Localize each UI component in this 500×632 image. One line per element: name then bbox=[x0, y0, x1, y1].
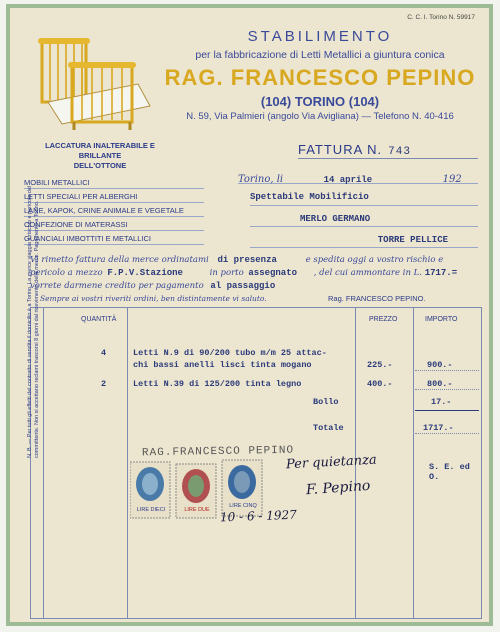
slogan: LACCATURA INALTERABILE E BRILLANTE DELL'OTTONE bbox=[45, 141, 155, 170]
bollo-label: Bollo bbox=[313, 397, 339, 407]
product-item: CONFEZIONE DI MATERASSI bbox=[24, 220, 204, 231]
total-label: Totale bbox=[313, 423, 344, 433]
body-line-3: vorrete darmene credito per pagamento al passaggio bbox=[30, 281, 276, 291]
header-quantity: QUANTITÀ bbox=[81, 316, 117, 323]
stamp-overprint: RAG.FRANCESCO PEPINO bbox=[141, 444, 295, 460]
header-stabilimento: STABILIMENTO bbox=[247, 28, 393, 45]
legal-note: N. B. — Per tutti gli effetti del contratto di vendita il domicilio è a Torino. La merce viaggia a rischio e pericolo del committente. Non si accettano reclami trascorsi 8 giorni dal ricevimento della merce. Pagamento a Torino. bbox=[27, 185, 40, 458]
bed-logo-icon bbox=[38, 36, 153, 131]
row-2-desc: Letti N.39 di 125/200 tinta legno bbox=[133, 379, 302, 389]
total-amount: 1717.- bbox=[423, 423, 454, 433]
stamp-value-2: LIRE DUE bbox=[184, 507, 210, 513]
payment-date-handwriting: 10 - 6 - 1927 bbox=[219, 507, 298, 525]
body-line-1: Vi rimetto fattura della merce ordinatami di presenza e spedita oggi a vostro rischio e bbox=[30, 255, 444, 265]
bollo-amount: 17.- bbox=[431, 397, 452, 407]
date-line: Torino, li 14 aprile 192 bbox=[238, 169, 478, 184]
row-1-price: 225.- bbox=[367, 360, 393, 370]
product-item: LANE, KAPOK, CRINE ANIMALE E VEGETALE bbox=[24, 206, 204, 217]
recipient-label: Spettabile Mobilificio bbox=[250, 192, 478, 206]
invoice-sheet bbox=[6, 4, 493, 626]
product-item: LETTI SPECIALI PER ALBERGHI bbox=[24, 192, 204, 203]
header-price: PREZZO bbox=[369, 316, 398, 323]
row-1-desc: Letti N.9 di 90/200 tubo m/m 25 attac- bbox=[133, 348, 327, 358]
recipient-place: TORRE PELLICE bbox=[250, 235, 478, 248]
quietanza-handwriting: Per quietanza bbox=[285, 452, 378, 473]
company-address: N. 59, Via Palmieri (angolo Via Avigliana) — Telefono N. 40-416 bbox=[186, 111, 454, 122]
row-1-qty: 4 bbox=[101, 348, 107, 358]
row-2-price: 400.- bbox=[367, 379, 393, 389]
row-1-amount: 900.- bbox=[427, 360, 453, 370]
body-line-2: pericolo a mezzo F.P.V.Stazione in porto assegnato , del cui ammontare in L. 1717.= bbox=[30, 268, 458, 278]
row-1-desc-2: chi bassi anelli lisci tinta mogano bbox=[133, 360, 312, 370]
product-item: GUANCIALI IMBOTTITI E METALLICI bbox=[24, 234, 204, 245]
recipient-name: MERLO GERMANO bbox=[250, 214, 478, 227]
header-subtitle: per la fabbricazione di Letti Metallici a giuntura conica bbox=[195, 49, 445, 61]
stamp-value-1: LIRE DIECI bbox=[136, 507, 166, 513]
product-item: MOBILI METALLICI bbox=[24, 178, 204, 189]
row-2-amount: 800.- bbox=[427, 379, 453, 389]
invoice-number: FATTURA N. 743 bbox=[298, 142, 478, 159]
row-2-qty: 2 bbox=[101, 379, 107, 389]
coi-number: C. C. I. Torino N. 59917 bbox=[407, 14, 475, 21]
company-city: (104) TORINO (104) bbox=[260, 94, 380, 109]
se-text: S. E. ed O. bbox=[429, 462, 470, 482]
company-name: RAG. FRANCESCO PEPINO bbox=[164, 65, 476, 90]
signature-handwriting: F. Pepino bbox=[305, 477, 371, 499]
closing-signature: Rag. FRANCESCO PEPINO. bbox=[328, 294, 426, 303]
header-amount: IMPORTO bbox=[425, 316, 458, 323]
stamp-value-3: LIRE CINQ bbox=[229, 503, 257, 509]
closing-text: Sempre ai vostri riveriti ordini, ben distintamente vi saluto. bbox=[40, 294, 267, 303]
